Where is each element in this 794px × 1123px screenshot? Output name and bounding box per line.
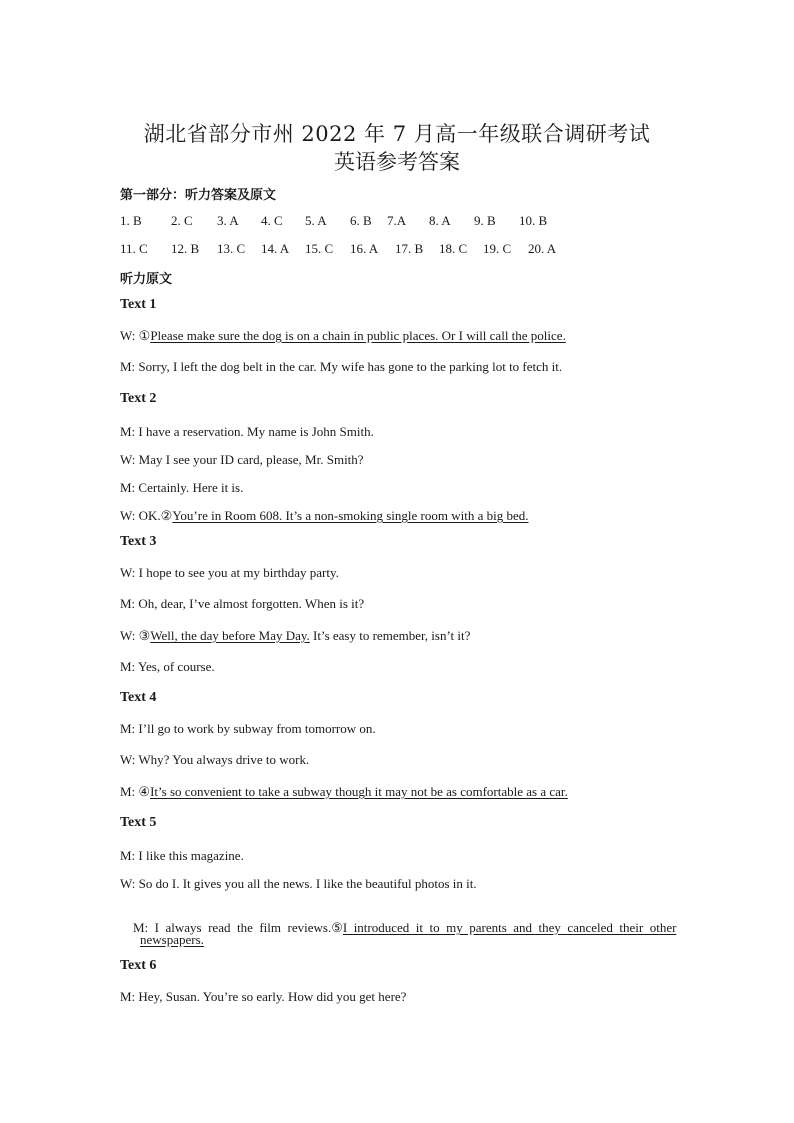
dialogue-line: M: I’ll go to work by subway from tomorrow on. xyxy=(120,721,376,736)
answer-item: 17. B xyxy=(395,241,424,256)
answer-item: 8. A xyxy=(429,213,451,228)
dialogue-line: W: Why? You always drive to work. xyxy=(120,752,310,767)
document-title: 湖北省部分市州 2022 年 7 月高一年级联合调研考试 xyxy=(143,122,651,146)
answer-item: 12. B xyxy=(171,241,200,256)
dialogue-line: M: Hey, Susan. You’re so early. How did you get here? xyxy=(120,989,407,1004)
answer-item: 16. A xyxy=(350,241,379,256)
text-label: Text 5 xyxy=(120,815,157,830)
answer-item: 9. B xyxy=(474,213,496,228)
underlined-answer: It’s so convenient to take a subway though it may not be as comfortable as a car. xyxy=(150,784,568,799)
text-label: Text 4 xyxy=(120,690,157,705)
transcript-heading: 听力原文 xyxy=(120,272,173,287)
text-label: Text 2 xyxy=(120,391,157,406)
text-label: Text 1 xyxy=(120,297,157,312)
answer-item: 19. C xyxy=(483,241,512,256)
answer-item: 7.A xyxy=(387,213,407,228)
dialogue-line: W: ③Well, the day before May Day. It’s easy to remember, isn’t it? xyxy=(120,628,471,643)
dialogue-line: W: OK.②You’re in Room 608. It’s a non-smoking single room with a big bed. xyxy=(120,508,529,523)
section-heading: 第一部分：听力答案及原文 xyxy=(120,188,277,203)
document-subtitle: 英语参考答案 xyxy=(334,150,460,174)
underlined-answer: Well, the day before May Day. xyxy=(150,628,310,643)
underlined-answer: You’re in Room 608. It’s a non-smoking single room with a big bed. xyxy=(172,508,529,523)
underlined-answer: Please make sure the dog is on a chain in public places. Or I will call the police. xyxy=(150,328,566,343)
dialogue-line: M: ④It’s so convenient to take a subway though it may not be as comfortable as a car. xyxy=(120,784,568,799)
answer-item: 14. A xyxy=(261,241,290,256)
dialogue-line: M: I have a reservation. My name is John Smith. xyxy=(120,424,374,439)
underlined-answer: I introduced it to my parents and they canceled their other xyxy=(342,920,677,935)
answer-item: 3. A xyxy=(217,213,239,228)
dialogue-line-continuation xyxy=(140,932,204,948)
answer-item: 18. C xyxy=(439,241,468,256)
answer-item: 10. B xyxy=(519,213,548,228)
dialogue-line: W: I hope to see you at my birthday party. xyxy=(120,565,339,580)
answer-item: 4. C xyxy=(261,213,283,228)
text-label: Text 6 xyxy=(120,958,157,973)
dialogue-line: M: Yes, of course. xyxy=(120,659,215,674)
answer-item: 13. C xyxy=(217,241,246,256)
answer-item: 11. C xyxy=(120,241,148,256)
dialogue-line: W: May I see your ID card, please, Mr. Smith? xyxy=(120,452,364,467)
text-label: Text 3 xyxy=(120,534,157,549)
answer-item: 5. A xyxy=(305,213,327,228)
dialogue-line: W: So do I. It gives you all the news. I like the beautiful photos in it. xyxy=(120,876,477,891)
dialogue-line: M: Certainly. Here it is. xyxy=(120,480,244,495)
answer-item: 2. C xyxy=(171,213,193,228)
answer-item: 6. B xyxy=(350,213,372,228)
dialogue-line: M: I like this magazine. xyxy=(120,848,244,863)
dialogue-line: M: Oh, dear, I’ve almost forgotten. When is it? xyxy=(120,596,365,611)
answer-item: 15. C xyxy=(305,241,334,256)
dialogue-line: M: I always read the film reviews.⑤I introduced it to my parents and they canceled their other xyxy=(133,920,677,935)
underlined-answer: newspapers. xyxy=(140,932,204,947)
dialogue-line: W: ①Please make sure the dog is on a chain in public places. Or I will call the police. xyxy=(120,328,566,343)
dialogue-line: M: Sorry, I left the dog belt in the car. My wife has gone to the parking lot to fetch it. xyxy=(120,359,563,374)
answer-item: 1. B xyxy=(120,213,142,228)
answer-item: 20. A xyxy=(528,241,557,256)
